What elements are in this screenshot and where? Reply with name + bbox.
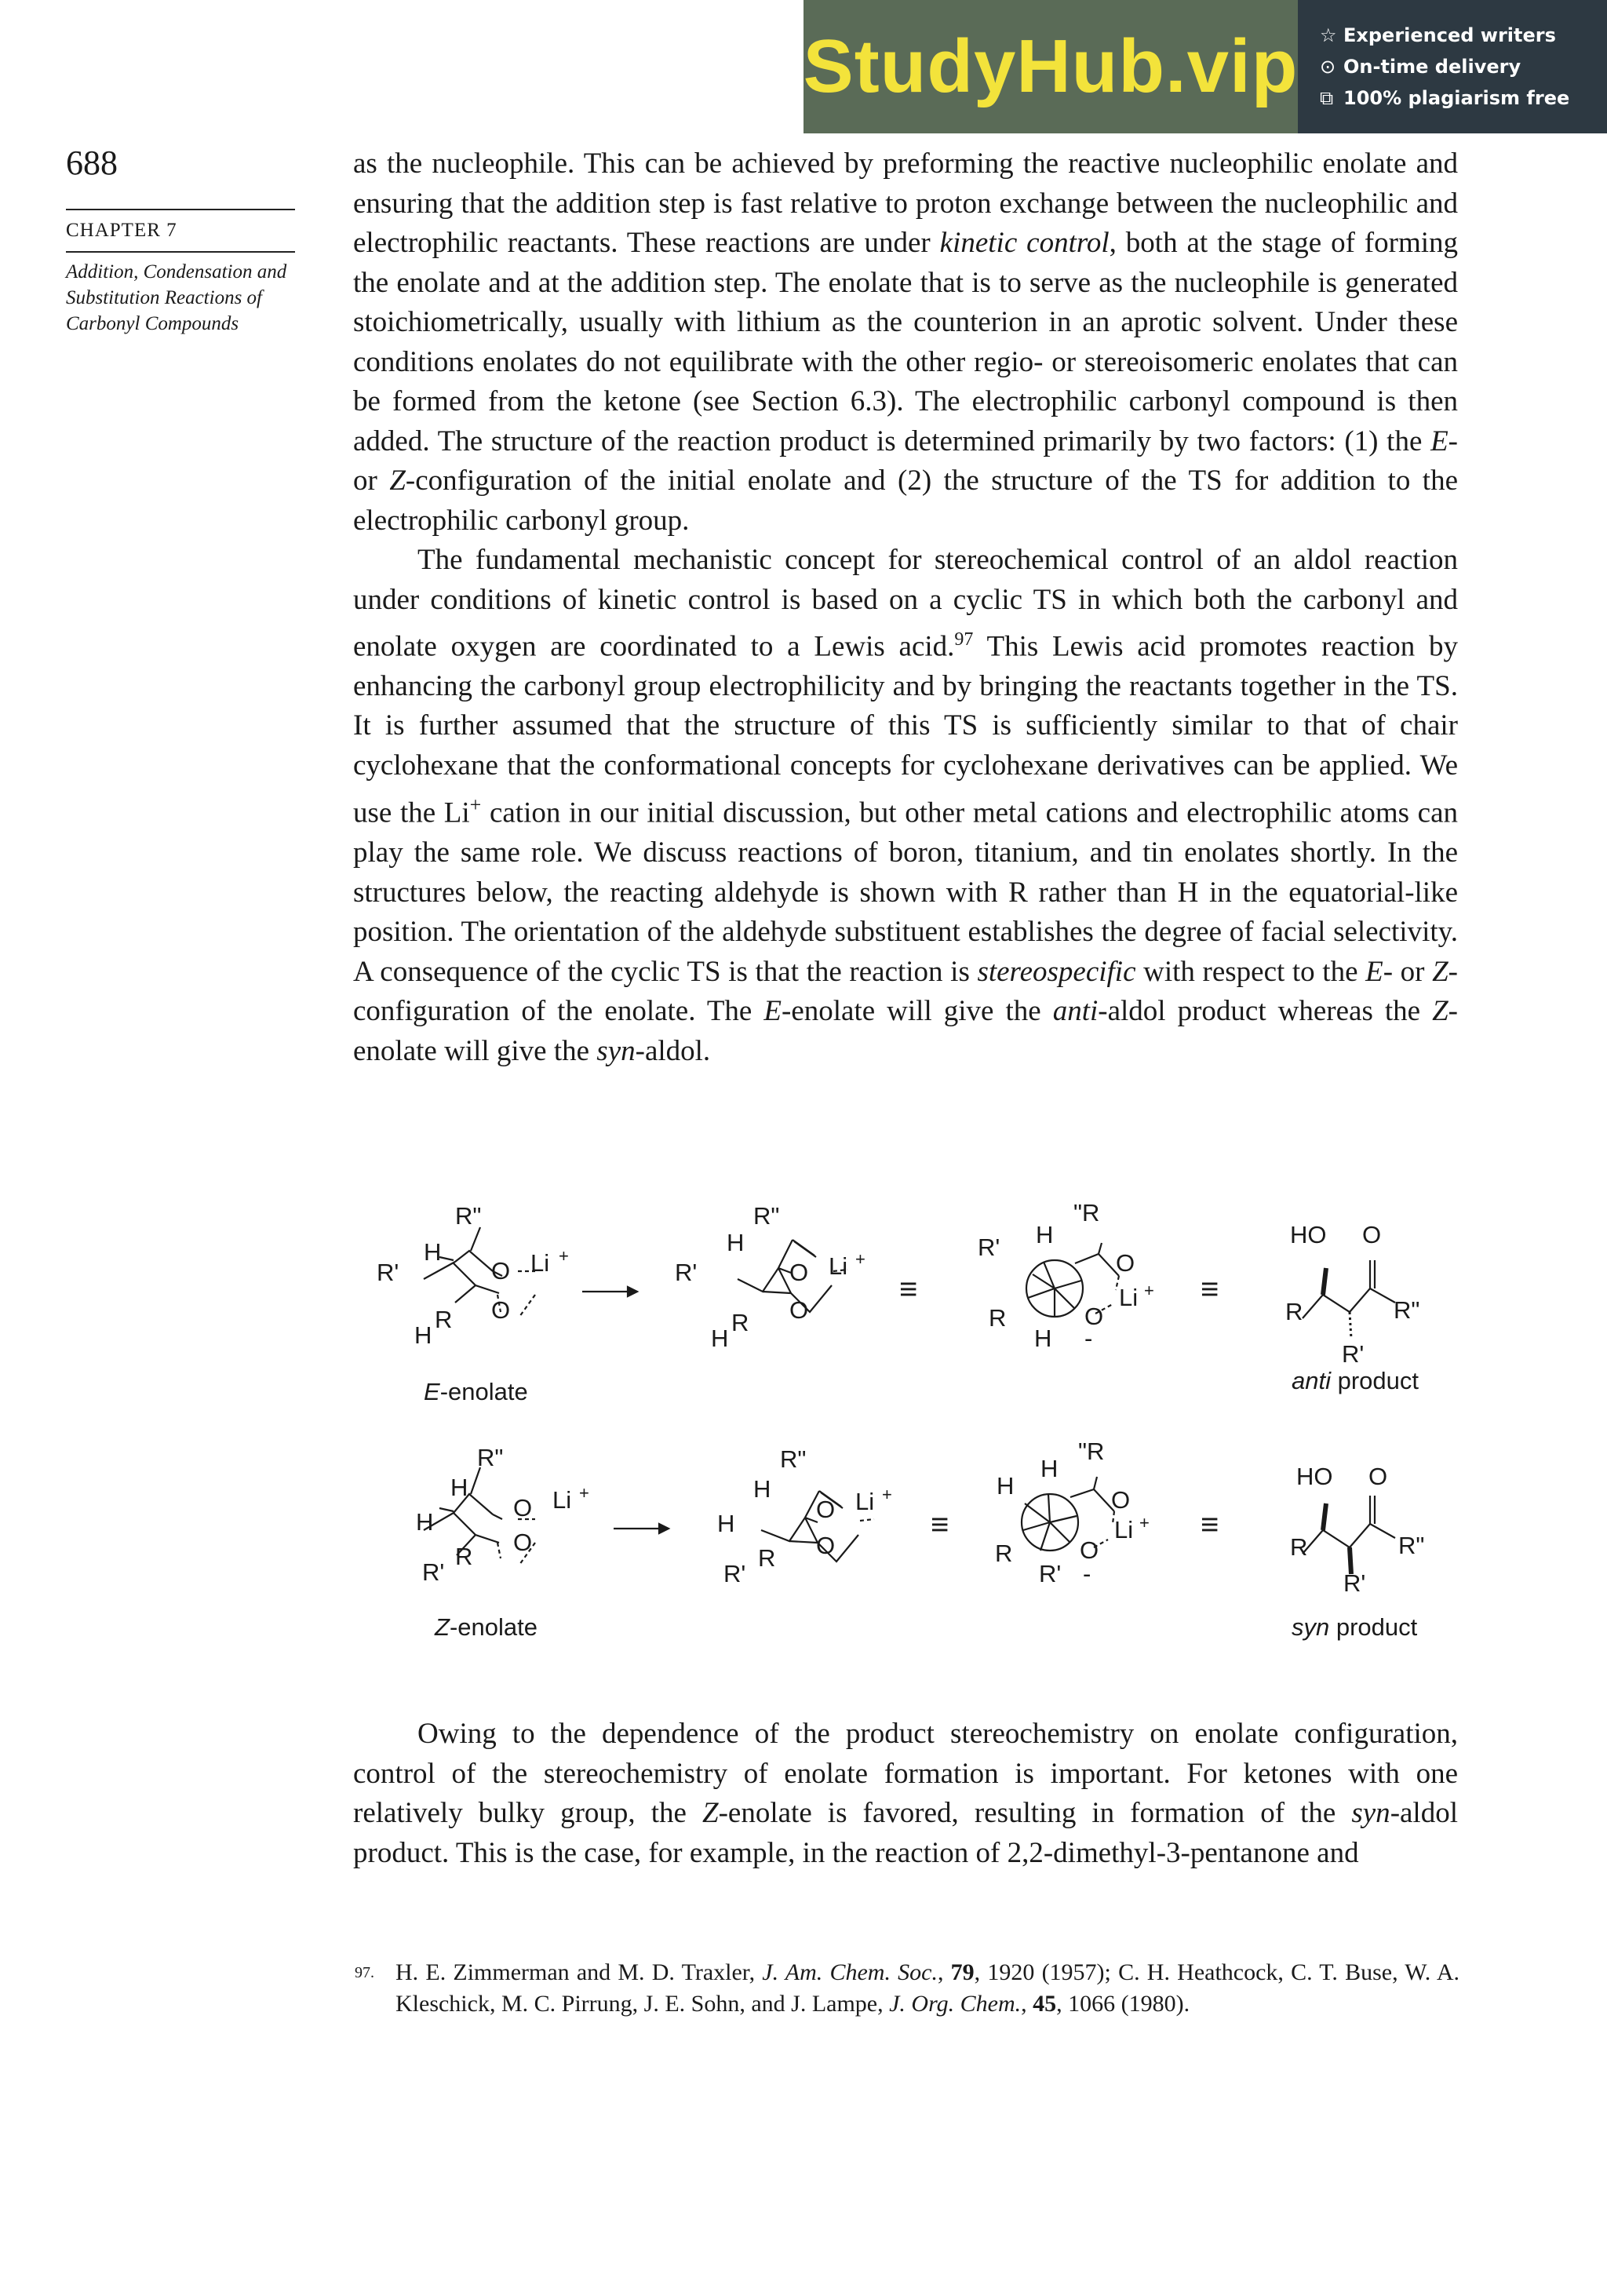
caption-italic: E <box>424 1378 440 1405</box>
label-h: H <box>424 1238 442 1266</box>
label-plus: + <box>579 1483 589 1503</box>
label-o: O <box>1362 1221 1382 1248</box>
journal-name: J. Am. Chem. Soc. <box>762 1959 938 1985</box>
caption-italic: Z <box>435 1613 450 1641</box>
ad-banner[interactable] <box>804 0 1607 133</box>
label-r1: R' <box>978 1234 1000 1261</box>
chapter-label: CHAPTER 7 <box>66 220 177 241</box>
label-r1: R' <box>675 1259 698 1286</box>
chapter-title: Addition, Condensation and Substitution Reactions of Carbonyl Compounds <box>66 261 287 334</box>
label-plus: + <box>1144 1281 1154 1300</box>
label-h: H <box>416 1508 434 1536</box>
text-run: The fundamental mechanistic concept for stereochemical control of an aldol reaction under conditions of kinetic control is based on a cyclic TS in which both the carbonyl and enolate oxygen are coordinated to a Lewis acid. <box>353 544 1458 663</box>
label-h: H <box>997 1472 1015 1500</box>
text-run: , 1066 (1980). <box>1056 1991 1190 2017</box>
label-plus: + <box>882 1485 892 1504</box>
journal-name: J. Org. Chem. <box>889 1991 1022 2017</box>
footnote <box>355 1957 1459 2020</box>
label-r2: R" <box>780 1445 807 1473</box>
label-li: Li <box>1119 1284 1139 1311</box>
text-run: , <box>937 1959 951 1985</box>
divider <box>66 251 295 253</box>
superscript: + <box>469 793 482 817</box>
label-o: O <box>816 1532 836 1559</box>
label-li: Li <box>829 1252 848 1280</box>
label-r1: R' <box>1343 1569 1366 1597</box>
italic-term: kinetic control <box>939 227 1110 259</box>
text-run: -enolate will give the <box>353 995 1458 1067</box>
label-r: R <box>989 1304 1007 1332</box>
text-run: , <box>1021 1991 1033 2017</box>
text-run: - or <box>353 425 1458 497</box>
label-plus: + <box>1139 1513 1150 1532</box>
footnote-number: 97. <box>355 1964 374 1981</box>
text-run: -configuration of the initial enolate and (2) the structure of the TS for addition to the electrophilic carbonyl group. <box>353 465 1459 537</box>
label-li: Li <box>1114 1516 1134 1543</box>
italic-term: Z <box>702 1797 719 1829</box>
text-run: -enolate is favored, resulting in formation of the <box>718 1797 1352 1829</box>
label-r2: R" <box>455 1202 482 1230</box>
label-r1: R' <box>422 1558 445 1586</box>
italic-term: E <box>763 995 782 1028</box>
text-run: -aldol. <box>635 1034 711 1067</box>
label-r: R <box>731 1309 749 1336</box>
paragraph-3 <box>353 1715 1458 1873</box>
label-r2: R" <box>753 1202 780 1230</box>
footnote-ref[interactable]: 97 <box>954 629 974 650</box>
label-h: H <box>1034 1325 1052 1352</box>
italic-term: Z <box>1432 955 1448 988</box>
italic-term: E <box>1365 955 1383 988</box>
caption-text: product <box>1330 1367 1419 1394</box>
paragraph-2 <box>353 541 1458 1071</box>
text-run: - or <box>1383 955 1433 988</box>
label-o: O <box>1111 1486 1131 1514</box>
feature-list <box>1298 0 1607 133</box>
copy-icon: ⧉ <box>1320 87 1334 109</box>
text-run: -enolate will give the <box>782 995 1053 1028</box>
label-r2: R" <box>1394 1296 1420 1324</box>
label-ho: HO <box>1296 1463 1333 1490</box>
label-o: O <box>789 1296 809 1324</box>
label-h: H <box>414 1321 432 1349</box>
reaction-scheme <box>361 1193 1475 1648</box>
studyhub-logo[interactable] <box>804 0 1298 133</box>
text-run: -aldol product whereas the <box>1098 995 1433 1028</box>
text-run: H. E. Zimmerman and M. D. Traxler, <box>395 1959 763 1985</box>
italic-term: E <box>1430 425 1448 457</box>
caption-text: -enolate <box>449 1613 537 1641</box>
divider <box>66 209 295 210</box>
label-h: H <box>1040 1455 1059 1482</box>
italic-term: Z <box>1432 995 1448 1028</box>
label-o: O <box>789 1259 809 1286</box>
italic-term: anti <box>1052 995 1099 1028</box>
label-plus: + <box>559 1246 569 1266</box>
feature-label: Experienced writers <box>1343 24 1556 46</box>
equiv-sign: ≡ <box>1201 1272 1219 1307</box>
text-run: -configuration of the enolate. The <box>353 955 1458 1028</box>
italic-term: syn <box>596 1034 636 1067</box>
feature-label: On-time delivery <box>1343 56 1521 78</box>
label-o: O <box>491 1296 511 1324</box>
label-r: R <box>1285 1298 1303 1325</box>
label-h: H <box>711 1325 729 1352</box>
volume-number: 45 <box>1033 1991 1057 2017</box>
text-run: , both at the stage of forming the enolate and at the addition step. The enolate that is to serve as the nucleophile is generated stoichiometrically, usually with lithium as the counterion in an aprotic solvent. Under these conditions enolates do not equilibrate with the other regio- or stereoisomeric enolates that can be formed from the ketone (see Section 6.3). The electrophilic carbonyl compound is then added. The structure of the reaction product is determined primarily by two factors: (1) the <box>353 227 1459 457</box>
label-minus: - <box>1084 1325 1093 1352</box>
label-r1: R' <box>377 1259 399 1286</box>
label-r1: R' <box>723 1560 746 1587</box>
caption-text: -enolate <box>439 1378 528 1405</box>
label-li: Li <box>530 1249 550 1277</box>
label-r2: "R <box>1073 1199 1100 1226</box>
body-text-top <box>353 144 1458 1071</box>
paragraph-1 <box>353 144 1458 541</box>
label-o: O <box>491 1257 511 1285</box>
clock-icon: ⊙ <box>1320 56 1336 78</box>
feature-item <box>1320 51 1607 82</box>
label-h: H <box>753 1475 771 1503</box>
label-r: R <box>435 1306 453 1333</box>
feature-item <box>1320 82 1607 114</box>
label-li: Li <box>855 1488 875 1515</box>
label-h: H <box>1036 1221 1054 1248</box>
label-o: O <box>816 1496 836 1523</box>
equiv-sign: ≡ <box>1201 1507 1219 1542</box>
caption-text: product <box>1329 1613 1418 1641</box>
italic-term: syn <box>1351 1797 1390 1829</box>
caption-italic: syn <box>1292 1613 1330 1641</box>
label-plus: + <box>855 1249 865 1269</box>
text-run: -aldol product. This is the case, for example, in the reaction of 2,2-dimethyl-3-pentanone and <box>353 1797 1458 1869</box>
body-text-bottom <box>353 1715 1458 1873</box>
scheme-svg <box>361 1193 1475 1648</box>
label-r: R <box>995 1540 1013 1567</box>
feature-label: 100% plagiarism free <box>1343 87 1570 109</box>
caption-anti-product <box>1292 1367 1419 1394</box>
volume-number: 79 <box>950 1959 975 1985</box>
label-o: O <box>1368 1463 1388 1490</box>
equiv-sign: ≡ <box>899 1272 918 1307</box>
label-o: O <box>1084 1303 1104 1330</box>
label-ho: HO <box>1290 1221 1327 1248</box>
label-r: R <box>455 1543 473 1570</box>
text-run: cation in our initial discussion, but other metal cations and electrophilic atoms can play the same role. We discuss reactions of boron, titanium, and tin enolates shortly. In the structures below, the reacting aldehyde is shown with R rather than H in the equatorial-like position. The orientation of the aldehyde substituent establishes the degree of facial selectivity. A consequence of the cyclic TS is that the reaction is <box>353 796 1459 988</box>
star-icon: ☆ <box>1320 24 1337 46</box>
caption-z-enolate <box>434 1613 537 1641</box>
label-o: O <box>513 1529 533 1556</box>
label-o: O <box>1116 1249 1135 1277</box>
label-r: R <box>1290 1533 1308 1561</box>
label-r: R <box>758 1544 776 1572</box>
label-o: O <box>513 1494 533 1522</box>
text-run: , 1920 (1957); C. H. Heathcock, C. T. Buse, W. A. Kleschick, M. C. Pirrung, J. E. Sohn, and J. Lampe, <box>395 1959 1459 2017</box>
caption-italic: anti <box>1292 1367 1331 1394</box>
label-h: H <box>727 1229 745 1256</box>
label-o: O <box>1080 1536 1099 1564</box>
caption-e-enolate <box>424 1378 528 1405</box>
label-r2: R" <box>1398 1532 1425 1559</box>
label-r1: R' <box>1342 1340 1365 1368</box>
label-minus: - <box>1083 1560 1091 1587</box>
text-run: as the nucleophile. This can be achieved by preforming the reactive nucleophilic enolate and ensuring that the addition step is fast relative to proton exchange between the nucleophilic and electrophilic reactants. These reactions are under <box>353 148 1458 259</box>
logo-text: StudyHub.vip <box>803 24 1299 108</box>
italic-term: Z <box>389 465 406 497</box>
page-number: 688 <box>66 144 118 182</box>
footnote-body <box>395 1957 1459 2020</box>
feature-item <box>1320 20 1607 51</box>
equiv-sign: ≡ <box>931 1507 949 1542</box>
label-h: H <box>717 1510 735 1537</box>
text-run: with respect to the <box>1135 955 1366 988</box>
label-r2: R" <box>477 1444 504 1471</box>
label-li: Li <box>552 1486 572 1514</box>
label-r2: "R <box>1078 1438 1105 1465</box>
text-run: Owing to the dependence of the product stereochemistry on enolate configuration, control of the stereochemistry of enolate formation is important. For ketones with one relatively bulky group, the <box>353 1718 1458 1829</box>
italic-term: stereospecific <box>977 955 1136 988</box>
label-r1: R' <box>1039 1560 1062 1587</box>
label-h: H <box>450 1474 468 1501</box>
caption-syn-product <box>1292 1613 1418 1641</box>
text-run: This Lewis acid promotes reaction by enhancing the carbonyl group electrophilicity and by bringing the reactants together in the TS. It is further assumed that the structure of this TS is sufficiently similar to that of chair cyclohexane that the conformational concepts for cyclohexane derivatives can be applied. We use the Li <box>353 630 1458 829</box>
